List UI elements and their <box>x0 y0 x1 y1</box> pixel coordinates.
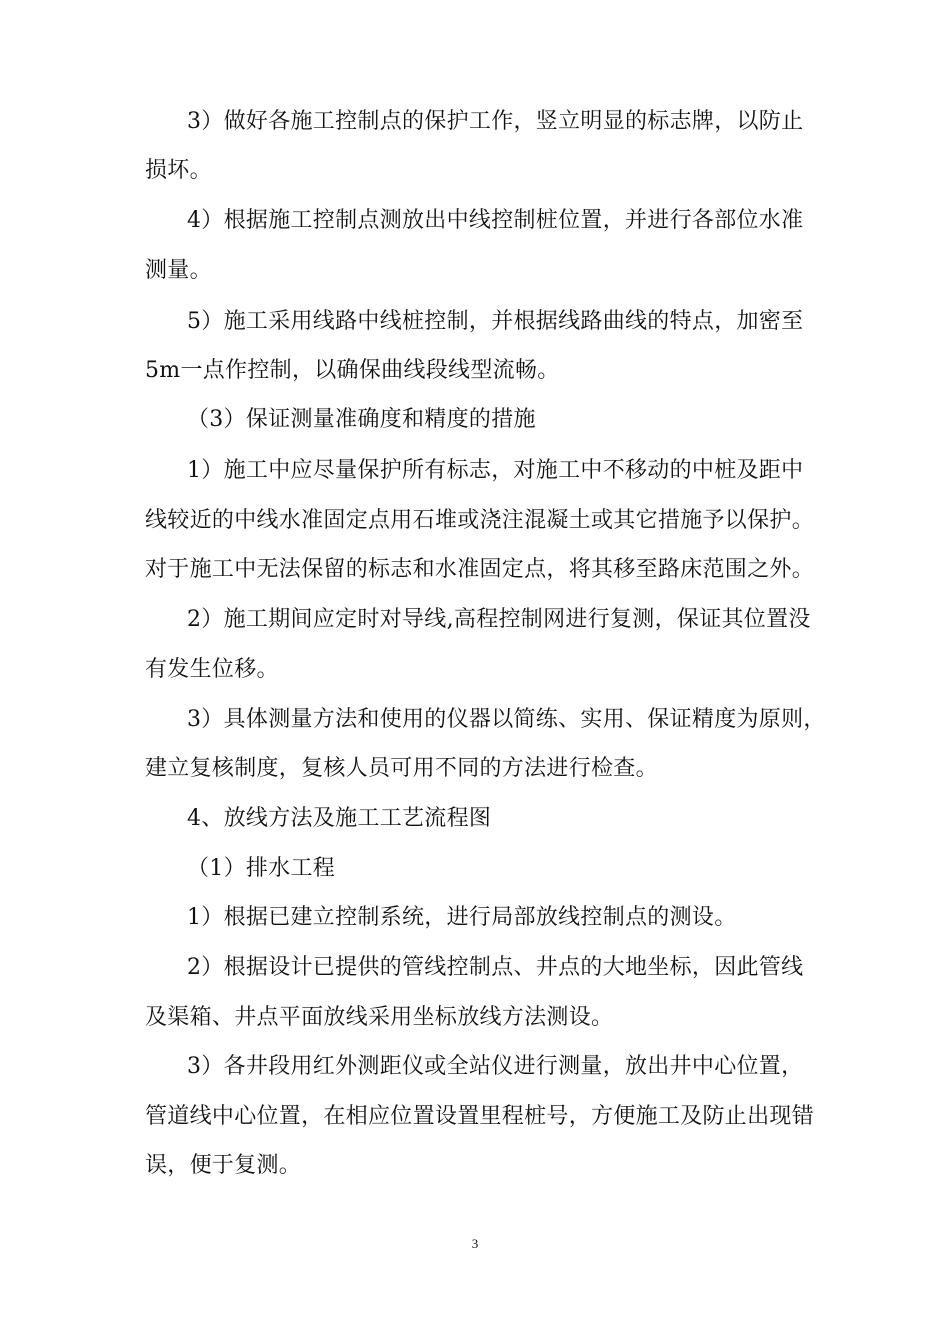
paragraph-line: 线较近的中线水准固定点用石堆或浇注混凝土或其它措施予以保护。 <box>145 508 815 533</box>
paragraph-line: 2）施工期间应定时对导线,高程控制网进行复测，保证其位置没 <box>187 607 811 632</box>
section-heading: （1）排水工程 <box>187 856 336 881</box>
section-heading: （3）保证测量准确度和精度的措施 <box>187 407 536 432</box>
paragraph-line: 3）各井段用红外测距仪或全站仪进行测量，放出井中心位置， <box>187 1054 804 1079</box>
paragraph-line: 建立复核制度，复核人员可用不同的方法进行检查。 <box>145 756 658 781</box>
paragraph-line: 2）根据设计已提供的管线控制点、井点的大地坐标，因此管线 <box>187 955 804 980</box>
section-heading: 4、放线方法及施工工艺流程图 <box>187 806 492 831</box>
paragraph-line: 对于施工中无法保留的标志和水准固定点，将其移至路床范围之外。 <box>145 557 815 582</box>
paragraph-line: 误，便于复测。 <box>145 1153 302 1178</box>
paragraph-line: 1）施工中应尽量保护所有标志，对施工中不移动的中桩及距中 <box>187 458 804 483</box>
paragraph-line: 测量。 <box>145 258 212 283</box>
page-number: 3 <box>471 1236 479 1251</box>
paragraph-line: 3）具体测量方法和使用的仪器以简练、实用、保证精度为原则， <box>187 707 826 732</box>
paragraph-line: 管道线中心位置，在相应位置设置里程桩号，方便施工及防止出现错 <box>145 1104 815 1129</box>
paragraph-line: 3）做好各施工控制点的保护工作，竖立明显的标志牌，以防止 <box>187 109 804 134</box>
paragraph-line: 5）施工采用线路中线桩控制，并根据线路曲线的特点，加密至 <box>187 309 804 334</box>
paragraph-line: 1）根据已建立控制系统，进行局部放线控制点的测设。 <box>187 905 737 930</box>
paragraph-line: 有发生位移。 <box>145 657 279 682</box>
paragraph-line: 5m一点作控制，以确保曲线段线型流畅。 <box>145 358 560 383</box>
paragraph-line: 及渠箱、井点平面放线采用坐标放线方法测设。 <box>145 1005 614 1030</box>
paragraph-line: 损坏。 <box>145 158 212 183</box>
paragraph-line: 4）根据施工控制点测放出中线控制桩位置，并进行各部位水准 <box>187 208 804 233</box>
